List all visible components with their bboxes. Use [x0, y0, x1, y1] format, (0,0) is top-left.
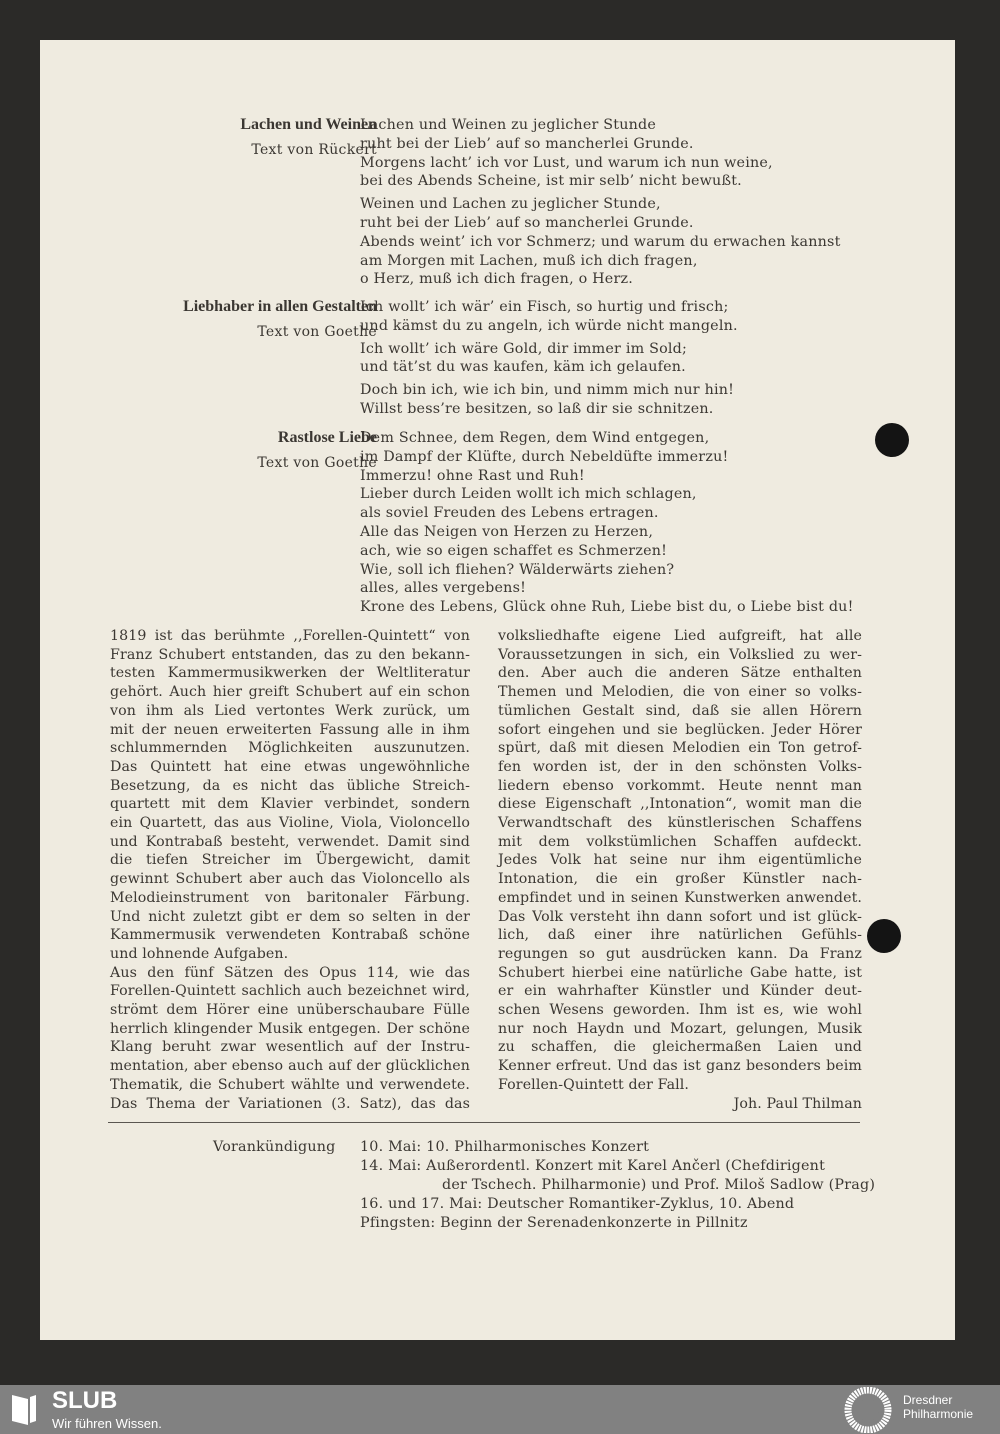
essay-line: fen worden ist, der in den schönsten Volks-	[498, 758, 862, 775]
lyric-line: Doch bin ich, wie ich bin, und nimm mich nur hin!	[360, 382, 735, 399]
song-lyrics	[360, 298, 738, 423]
essay-line: empfindet und in seinen Kunstwerken anwendet.	[498, 889, 862, 906]
essay-line: gehört. Auch hier greift Schubert auf ein schon	[110, 684, 470, 701]
lyric-line: o Herz, muß ich dich fragen, o Herz.	[360, 271, 633, 288]
song-title: Lachen und Weinen	[240, 116, 377, 133]
essay-line: Themen und Melodien, die von einer so volks-	[498, 684, 862, 701]
slub-tagline: Wir führen Wissen.	[52, 1416, 162, 1431]
announcement-item: 14. Mai: Außerordentl. Konzert mit Karel Ančerl (Chefdirigent	[360, 1158, 826, 1174]
essay-line: Klang beruht zwar wesentlich auf der Instru-	[110, 1039, 470, 1056]
announcement-item: 16. und 17. Mai: Deutscher Romantiker-Zyklus, 10. Abend	[360, 1196, 795, 1212]
lyric-line: Lachen und Weinen zu jeglicher Stunde	[360, 117, 657, 133]
essay-line: diese Eigenschaft ,,Intonation“, womit man die	[498, 796, 862, 813]
essay-line: von ihm als Lied vertontes Werk zurück, um	[110, 702, 470, 719]
punch-hole	[867, 919, 901, 953]
essay-line: Forellen-Quintett sachlich auch bezeichnet wird,	[110, 983, 470, 1000]
lyric-line: Dem Schnee, dem Regen, dem Wind entgegen,	[360, 430, 710, 446]
lyric-line: Weinen und Lachen zu jeglicher Stunde,	[360, 196, 661, 213]
lyric-line: alles, alles vergebens!	[360, 580, 527, 597]
song-title: Liebhaber in allen Gestalten	[183, 298, 377, 315]
announcement-label: Vorankündigung	[213, 1139, 336, 1155]
lyric-line: Ich wollt’ ich wäre Gold, dir immer im Sold;	[360, 340, 688, 357]
essay-line: tümlichen Gestalt sind, daß sie allen Hörern	[498, 702, 862, 719]
stanza	[360, 381, 738, 419]
essay-line: Kenner erfreut. Und das ist ganz besonders beim	[498, 1058, 862, 1075]
essay-line: Das Quintett hat eine etwas ungewöhnliche	[110, 758, 470, 775]
essay-line: Und nicht zuletzt gibt er dem so selten in der	[110, 908, 470, 925]
lyric-line: im Dampf der Klüfte, durch Nebeldüfte immerzu!	[360, 448, 729, 465]
essay-line: Intonation, die ein großer Künstler nach-	[498, 871, 862, 888]
song-text-credit: Text von Goethe	[257, 324, 377, 340]
essay-line: regungen so gut ausdrücken kann. Da Franz	[498, 945, 862, 962]
philharmonie-logo-text	[903, 1393, 973, 1421]
essay-line: zu schaffen, die gleichermaßen Laien und	[498, 1039, 862, 1056]
partner-line2: Philharmonie	[903, 1407, 974, 1421]
essay-line: den. Aber auch die anderen Sätze enthalten	[498, 665, 862, 682]
lyric-line: und kämst du zu angeln, ich würde nicht mangeln.	[360, 317, 738, 334]
punch-hole	[875, 423, 909, 457]
announcement-item: Pfingsten: Beginn der Serenadenkonzerte in Pillnitz	[360, 1215, 748, 1231]
lyric-line: Alle das Neigen von Herzen zu Herzen,	[360, 523, 654, 540]
announcement-item: der Tschech. Philharmonie) und Prof. Miloš Sadlow (Prag)	[442, 1177, 876, 1193]
essay-column-right	[498, 627, 862, 1113]
song-lyrics	[360, 116, 841, 293]
song-text-credit: Text von Rückert	[251, 142, 377, 158]
essay-line: lich, daß einer ihre natürlichen Gefühls-	[498, 927, 862, 944]
lyric-line: bei des Abends Scheine, ist mir selb’ nicht bewußt.	[360, 173, 742, 190]
essay-line: mit dem volkstümlichen Schaffen aufdeckt.	[498, 833, 862, 850]
stanza	[360, 340, 738, 378]
song-title: Rastlose Liebe	[277, 429, 377, 446]
essay-line: 1819 ist das berühmte ,,Forellen-Quintett“ von	[110, 628, 470, 644]
lyric-line: am Morgen mit Lachen, muß ich dich fragen,	[360, 252, 698, 269]
philharmonie-logo-icon	[842, 1387, 894, 1433]
lyric-line: Immerzu! ohne Rast und Ruh!	[360, 467, 585, 484]
partner-line1: Dresdner	[903, 1393, 953, 1407]
essay-line: quartett mit dem Klavier verbindet, sondern	[110, 796, 470, 813]
essay-line: Das Volk versteht ihn dann sofort und ist glück-	[498, 908, 862, 925]
essay-line: Melodieinstrument von baritonaler Färbung.	[110, 889, 470, 906]
lyric-line: Lieber durch Leiden wollt ich mich schlagen,	[360, 486, 697, 503]
essay-line: Forellen-Quintett der Fall.	[498, 1076, 690, 1093]
announcement-item: 10. Mai: 10. Philharmonisches Konzert	[360, 1139, 650, 1155]
lyric-line: Krone des Lebens, Glück ohne Ruh, Liebe bist du, o Liebe bist du!	[360, 599, 854, 616]
essay-line: ein Quartett, das aus Violine, Viola, Violoncello	[110, 815, 470, 832]
essay-line: die tiefen Streicher im Übergewicht, damit	[110, 852, 470, 869]
essay-line: Schubert hierbei eine natürliche Gabe hatte, ist	[498, 964, 862, 981]
essay-author: Joh. Paul Thilman	[733, 1095, 862, 1112]
essay-line: strömt dem Hörer eine unüberschaubare Fülle	[110, 1002, 470, 1019]
stanza	[360, 116, 841, 191]
song-text-credit: Text von Goethe	[257, 455, 377, 471]
slub-logo-text: SLUB	[52, 1387, 118, 1414]
essay-line: schen Wesens geworden. Ihm ist es, wie wohl	[498, 1002, 862, 1019]
essay-line: volksliedhafte eigene Lied aufgreift, hat alle	[498, 628, 862, 644]
essay-line: er ein wahrhafter Künstler und Künder deut-	[498, 983, 862, 1000]
essay-line: spürt, daß mit diesen Melodien ein Ton getrof-	[498, 740, 862, 757]
lyric-line: als soviel Freuden des Lebens ertragen.	[360, 505, 659, 522]
essay-line: Voraussetzungen in sich, ein Volkslied zu wer-	[498, 646, 862, 663]
essay-line: Franz Schubert entstanden, das zu den bekann-	[110, 646, 470, 663]
essay-line: nur noch Haydn und Mozart, gelungen, Musik	[498, 1020, 862, 1037]
stanza	[360, 195, 841, 289]
essay-line: Besetzung, da es nicht das übliche Streich-	[110, 777, 470, 794]
essay-line: Aus den fünf Sätzen des Opus 114, wie das	[110, 964, 470, 981]
song-lyrics	[360, 429, 854, 621]
essay-line: gewinnt Schubert aber auch das Violoncello als	[110, 871, 470, 888]
essay-line: Jedes Volk hat seine nur ihm eigentümliche	[498, 852, 862, 869]
lyric-line: Morgens lacht’ ich vor Lust, und warum ich nun weine,	[360, 154, 773, 171]
stanza	[360, 429, 854, 617]
essay-line: sofort eingehen und sie beglücken. Jeder Hörer	[498, 721, 862, 738]
essay-line: Thematik, die Schubert wählte und verwendete.	[110, 1076, 470, 1093]
essay-line: liedern ebenso vorkommt. Heute nennt man	[498, 777, 862, 794]
essay-line: Kammermusik verwendeten Kontrabaß schöne	[110, 927, 470, 944]
slub-book-icon	[10, 1391, 40, 1427]
lyric-line: ach, wie so eigen schaffet es Schmerzen!	[360, 542, 668, 559]
essay-line: Das Thema der Variationen (3. Satz), das das	[110, 1095, 470, 1112]
essay-line: testen Kammermusikwerken der Weltliteratur	[110, 665, 470, 682]
lyric-line: Abends weint’ ich vor Schmerz; und warum du erwachen kannst	[360, 233, 841, 250]
footer-bar	[0, 1385, 1000, 1434]
essay-line: mentation, aber ebenso auch auf der glücklichen	[110, 1058, 470, 1075]
essay-column-left	[110, 627, 470, 1113]
essay-line: schlummernden Möglichkeiten auszunutzen.	[110, 740, 470, 757]
lyric-line: Ich wollt’ ich wär’ ein Fisch, so hurtig und frisch;	[360, 299, 729, 315]
essay-line: und Kontrabaß besteht, verwendet. Damit sind	[110, 833, 470, 850]
stanza	[360, 298, 738, 336]
essay-line: Verwandtschaft des künstlerischen Schaffens	[498, 815, 862, 832]
essay-line: und lohnende Aufgaben.	[110, 945, 289, 962]
lyric-line: ruht bei der Lieb’ auf so mancherlei Grunde.	[360, 214, 694, 231]
lyric-line: und tät’st du was kaufen, käm ich gelaufen.	[360, 359, 686, 376]
lyric-line: ruht bei der Lieb’ auf so mancherlei Grunde.	[360, 135, 694, 152]
lyric-line: Willst bess’re besitzen, so laß dir sie schnitzen.	[360, 400, 714, 417]
essay-line: mit der neuen erweiterten Fassung alle in ihm	[110, 721, 470, 738]
lyric-line: Wie, soll ich fliehen? Wälderwärts ziehen?	[360, 561, 675, 578]
essay-line: herrlich klingender Musik entgegen. Der schöne	[110, 1020, 470, 1037]
divider-rule	[108, 1122, 860, 1123]
